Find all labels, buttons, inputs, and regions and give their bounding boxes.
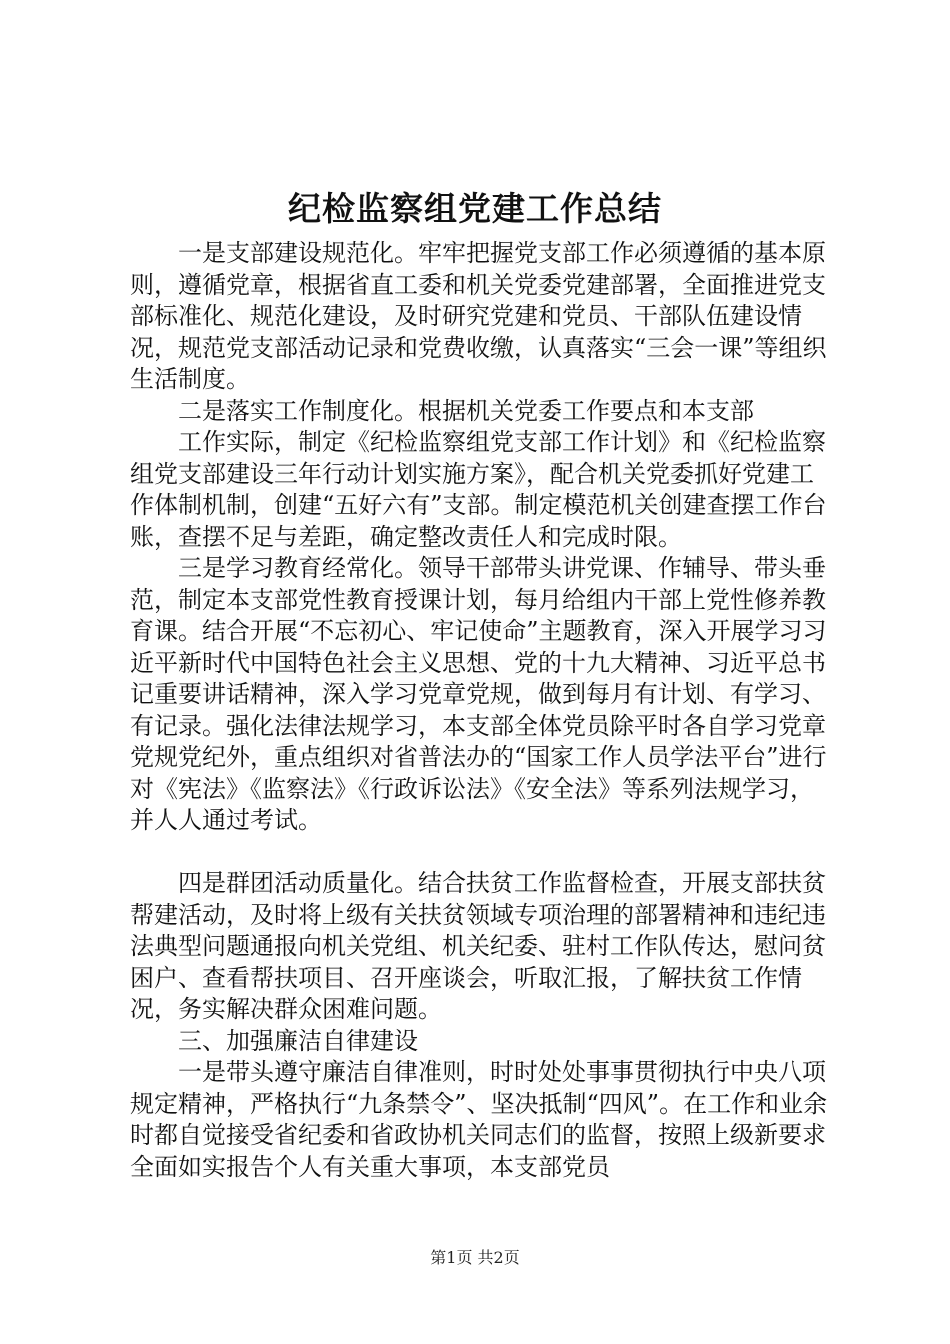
section-heading-integrity: 三、加强廉洁自律建设 [178, 1026, 418, 1055]
paragraph-integrity-self-discipline: 一是带头遵守廉洁自律准则，时时处处事事贯彻执行中央八项规定精神，严格执行“九条禁令”、坚决抵制“四风”。在工作和业余时都自觉接受省纪委和省政协机关同志们的监督，按照上级新要求全面如实报告个人有关重大事项，本支部党员 [130, 1058, 828, 1181]
paragraph-branch-standardization: 一是支部建设规范化。牢牢把握党支部工作必须遵循的基本原则，遵循党章，根据省直工委和机关党委党建部署，全面推进党支部标准化、规范化建设，及时研究党建和党员、干部队伍建设情况，规范党支部活动记录和党费收缴，认真落实“三会一课”等组织生活制度。 [130, 239, 827, 393]
paragraph-system-implementation-heading: 二是落实工作制度化。根据机关党委工作要点和本支部 [178, 396, 754, 425]
paragraph-system-implementation-body: 工作实际，制定《纪检监察组党支部工作计划》和《纪检监察组党支部建设三年行动计划实施方案》，配合机关党委抓好党建工作体制机制，创建“五好六有”支部。制定模范机关创建查摆工作台账，查摆不足与差距，确定整改责任人和完成时限。 [130, 428, 827, 551]
document-title: 纪检监察组党建工作总结 [288, 189, 662, 228]
paragraph-group-activities: 四是群团活动质量化。结合扶贫工作监督检查，开展支部扶贫帮建活动，及时将上级有关扶贫领域专项治理的部署精神和违纪违法典型问题通报向机关党组、机关纪委、驻村工作队传达，慰问贫困户、查看帮扶项目、召开座谈会，听取汇报，了解扶贫工作情况，务实解决群众困难问题。 [130, 869, 826, 1023]
document-body [130, 238, 830, 1183]
page-number-footer: 第1页 共2页 [430, 1248, 520, 1267]
paragraph-learning-education: 三是学习教育经常化。领导干部带头讲党课、作辅导、带头垂范，制定本支部党性教育授课计划，每月给组内干部上党性修养教育课。结合开展“不忘初心、牢记使命”主题教育，深入开展学习习近平新时代中国特色社会主义思想、党的十九大精神、习近平总书记重要讲话精神，深入学习党章党规，做到每月有计划、有学习、有记录。强化法律法规学习，本支部全体党员除平时各自学习党章党规党纪外，重点组织对省普法办的“国家工作人员学法平台”进行对《宪法》《监察法》《行政诉讼法》《安全法》等系列法规学习，并人人通过考试。 [130, 554, 827, 834]
